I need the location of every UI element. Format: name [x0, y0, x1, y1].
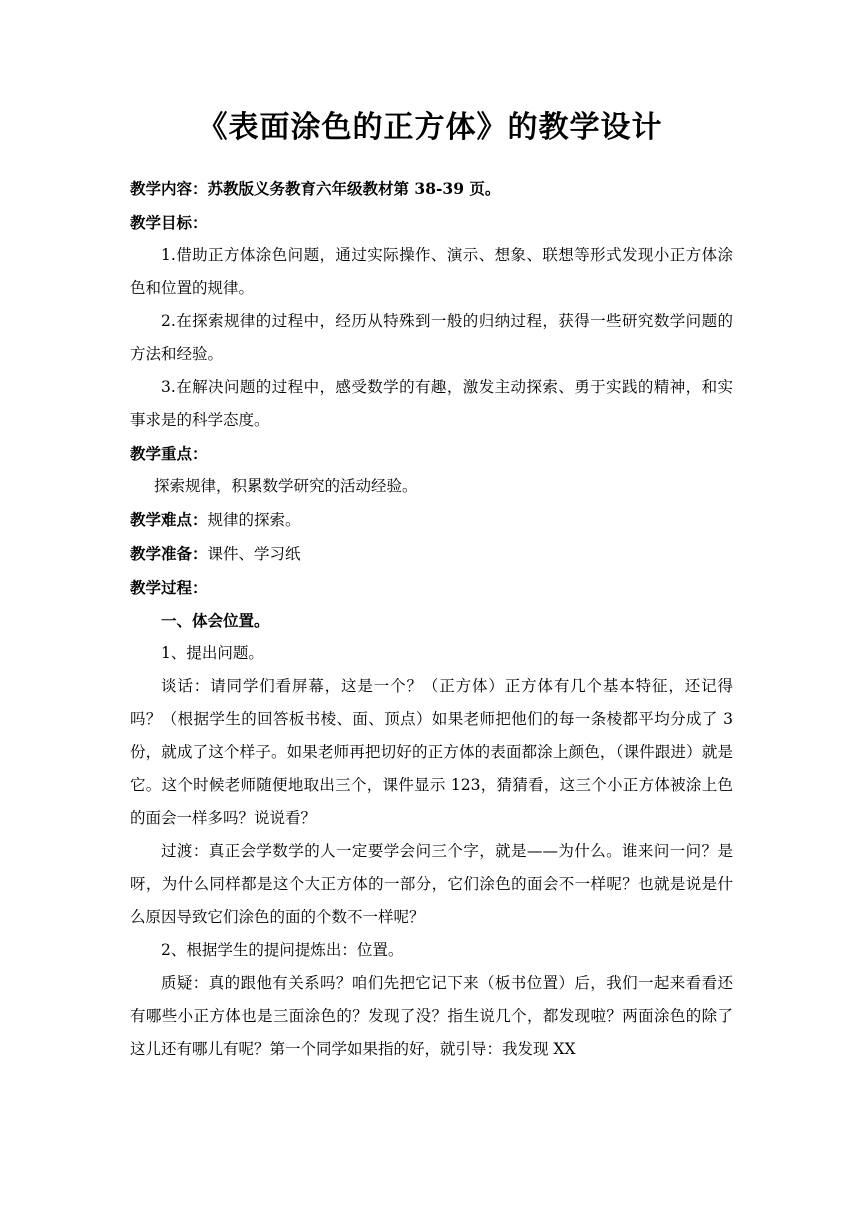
section-heading-1: 一、体会位置。 — [161, 611, 270, 630]
key-point-text: 探索规律，积累数学研究的活动经验。 — [154, 477, 418, 495]
difficulty-label: 教学难点： — [130, 510, 208, 529]
step-1: 1、提出问题。 — [161, 644, 264, 662]
teaching-content-line — [130, 172, 733, 206]
document-body — [130, 172, 733, 1066]
preparation-label: 教学准备： — [130, 544, 208, 563]
teaching-content-text: 苏教版义务教育六年级教材第 38-39 页。 — [207, 179, 501, 198]
difficulty-line — [130, 503, 733, 537]
goal-item-3: 3.在解决问题的过程中，感受数学的有趣，激发主动探索、勇于实践的精神，和实事求是的科学态度。 — [130, 378, 733, 429]
goal-item-2: 2.在探索规律的过程中，经历从特殊到一般的归纳过程，获得一些研究数学问题的方法和经验。 — [130, 312, 733, 363]
difficulty-text: 规律的探索。 — [207, 511, 301, 529]
talk-paragraph: 谈话：请同学们看屏幕，这是一个？（正方体）正方体有几个基本特征，还记得吗？（根据学生的回答板书棱、面、顶点）如果老师把他们的每一条棱都平均分成了 3 份，就成了这个样子。如果老师再把切好的正方体的表面都涂上颜色，（课件跟进）就是它。这个时候老师随便地取出三个，课件显示 123，猜猜看，这三个小正方体被涂上色的面会一样多吗？说说看？ — [130, 677, 733, 827]
teaching-content-label: 教学内容： — [130, 179, 208, 198]
page-title: 《表面涂色的正方体》的教学设计 — [197, 110, 663, 145]
goal-item-1: 1.借助正方体涂色问题，通过实际操作、演示、想象、联想等形式发现小正方体涂色和位置的规律。 — [130, 246, 733, 297]
question-paragraph: 质疑：真的跟他有关系吗？咱们先把它记下来（板书位置）后，我们一起来看看还有哪些小正方体也是三面涂色的？发现了没？指生说几个，都发现啦？两面涂色的除了这儿还有哪儿有呢？第一个同学如果指的好，就引导：我发现 XX — [130, 974, 733, 1058]
teaching-goals-label: 教学目标： — [130, 213, 208, 232]
step-2: 2、根据学生的提问提炼出：位置。 — [161, 941, 404, 959]
process-label: 教学过程： — [130, 578, 208, 597]
preparation-line — [130, 537, 733, 571]
key-point-label: 教学重点： — [130, 444, 208, 463]
preparation-text: 课件、学习纸 — [207, 545, 301, 563]
transition-paragraph: 过渡：真正会学数学的人一定要学会问三个字，就是——为什么。谁来问一问？是呀，为什么同样都是这个大正方体的一部分，它们涂色的面会不一样呢？也就是说是什么原因导致它们涂色的面的个数不一样呢？ — [130, 842, 733, 926]
